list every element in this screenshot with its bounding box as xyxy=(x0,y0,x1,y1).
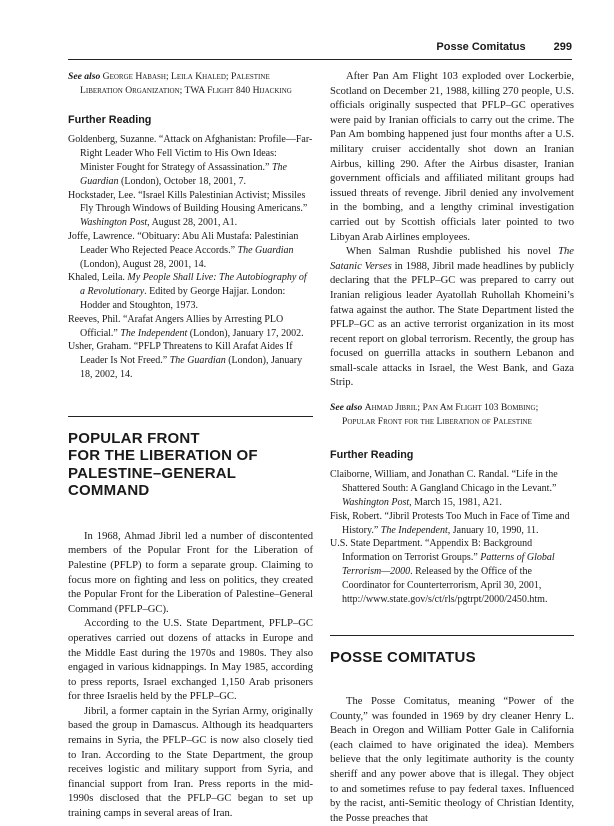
further-reading-heading: Further Reading xyxy=(330,448,414,461)
right-column xyxy=(330,70,574,826)
body-paragraph: The Posse Comitatus, meaning “Power of the County,” was founded in 1969 by dry cleaner Henry L. Beach in Oregon and William Potter Gale in California (each claimed to have originated the idea). Members believe that the only legitimate authority is the county sheriff and any power above that is illegal. They object to and sometimes refuse to pay federal taxes. Influenced by the racist, anti-Semitic theology of Christian Identity, the Posse preaches that xyxy=(330,695,574,824)
body-paragraph: In 1968, Ahmad Jibril led a number of discontented members of the Popular Front for the Liberation of Palestine (PFLP) to form a separate group. Claiming to focus more on fighting and less on politics, they created the Popular Front for the Liberation of Palestine–General Command (PFLP–GC). xyxy=(68,530,313,615)
reference-entry: U.S. State Department. “Appendix B: Background Information on Terrorist Groups.” Patterns of Global Terrorism—2000. Released by the Office of the Coordinator for Counterterrorism, April 30, 2001, http://www.state.gov/s/ct/rls/pgtrpt/2000/2450.htm. xyxy=(330,538,555,605)
section-pflp-gc xyxy=(68,416,313,822)
page-number: 299 xyxy=(553,41,572,53)
reference-entry: Reeves, Phil. “Arafat Angers Allies by Arresting PLO Official.” The Independent (London), January 17, 2002. xyxy=(68,313,304,339)
see-also-label: See also xyxy=(330,402,363,414)
section-posse-comitatus xyxy=(330,635,574,826)
see-also-links: George Habash; Leila Khaled; Palestine Liberation Organization; TWA Flight 840 Hijacking xyxy=(80,71,292,97)
running-title: Posse Comitatus xyxy=(436,41,526,53)
reference-entry: Goldenberg, Suzanne. “Attack on Afghanistan: Profile—Far-Right Leader Who Fell Victim to His Own Ideas: Minister Fought for Strategy of Assassination.” The Guardian (London), October 18, 2001, 7. xyxy=(68,134,313,187)
body-paragraph: According to the U.S. State Department, PFLP–GC operatives carried out dozens of attacks in Europe and the Middle East during the 1970s and 1980s. They also engaged in various kidnappings. In May 1985, according to press reports, Israel exchanged 1,150 Arab prisoners for three Israelis held by the PFLP–GC. xyxy=(68,618,313,703)
see-also-label: See also xyxy=(68,71,101,82)
section-title: POSSE COMITATUS xyxy=(330,649,476,667)
see-also xyxy=(68,70,313,99)
reference-entry: Claiborne, William, and Jonathan C. Randal. “Life in the Shattered South: A Gangland Chicago in the Levant.” Washington Post, March 15, 1981, A21. xyxy=(330,469,558,509)
see-also-links: Ahmad Jibril; Pan Am Flight 103 Bombing; Popular Front for the Liberation of Palestine xyxy=(342,402,539,428)
left-column xyxy=(68,70,313,822)
reference-entry: Hockstader, Lee. “Israel Kills Palestinian Activist; Missiles Fly Through Windows of Building Housing Americans.” Washington Post, August 28, 2001, A1. xyxy=(68,189,308,229)
body-paragraph: Jibril, a former captain in the Syrian Army, originally based the group in Damascus. Although its headquarters remains in Syria, the PFLP–GC is now also closely tied to Iran. According to the State Department, the group receives logistic and military support from Syria, and financial support from Iran. Press reports in the mid-1990s disclosed that the PFLP–GC began to set up training camps in several areas of Iran. xyxy=(68,705,313,820)
reference-entry: Fisk, Robert. “Jibril Protests Too Much in Face of Time and History.” The Independent, January 10, 1990, 11. xyxy=(330,510,570,536)
reference-entry: Joffe, Lawrence. “Obituary: Abu Ali Mustafa: Palestinian Leader Who Rejected Peace Accords.” The Guardian (London), August 28, 2001, 14. xyxy=(68,230,299,270)
body-paragraph: When Salman Rushdie published his novel The Satanic Verses in 1988, Jibril made headlines by publicly declaring that the PFLP–GC was prepared to carry out Iranian religious leader Ayatollah Ruhollah Khomeini’s fatwa against the author. The State Department listed the PFLP–GC as an active terrorist organization in its most recent report on global terrorism. Recently, the group has focused on guerrilla attacks in southern Lebanon and small-scale attacks in Israel, the West Bank, and Gaza Strip. xyxy=(330,246,575,389)
further-reading-heading: Further Reading xyxy=(68,113,152,126)
section-title: POPULAR FRONT FOR THE LIBERATION OF PALESTINE–GENERAL COMMAND xyxy=(68,429,258,500)
body-paragraph: After Pan Am Flight 103 exploded over Lockerbie, Scotland on December 21, 1988, killing 270 people, U.S. officials originally suspected that PFLP–GC operatives were paid by Iranian officials to carry out the crime. The Pan Am bombing happened just four months after a U.S. military cruiser accidentally shot down an Iranian Airbus, killing 290. After the Airbus disaster, Iranian government officials and affiliated militant groups had issued threats of revenge. Jibril denied any involvement in the bombing, and a lengthy criminal investigation carried out by Scottish officials later pointed to two Libyan Arab Airlines employees. xyxy=(330,71,574,243)
running-header xyxy=(68,41,572,60)
reference-entry: Khaled, Leila. My People Shall Live: The Autobiography of a Revolutionary. Edited by George Hajjar. London: Hodder and Stoughton, 1973. xyxy=(68,272,307,311)
see-also xyxy=(330,401,574,430)
reference-entry: Usher, Graham. “PFLP Threatens to Kill Arafat Aides If Leader Is Not Freed.” The Guardian (London), January 18, 2002, 14. xyxy=(68,341,303,380)
